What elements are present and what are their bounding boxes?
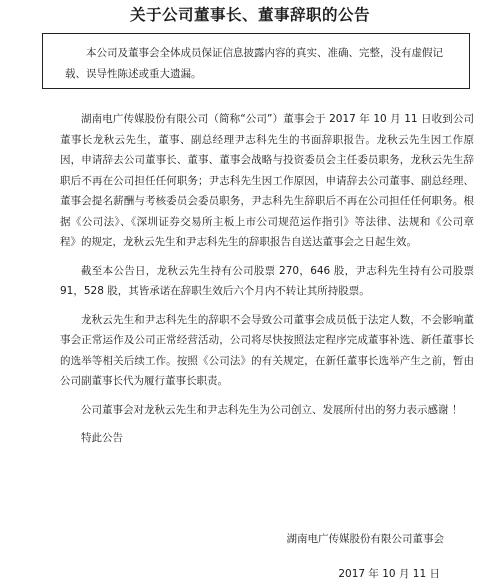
- signature-date: 2017 年 10 月 11 日: [338, 568, 440, 580]
- paragraph-thanks: 公司董事会对龙秋云先生和尹志科先生为公司创立、发展所付出的努力表示感谢 ！: [81, 403, 463, 416]
- signature-organization: 湖南电广传媒股份有限公司董事会: [286, 533, 444, 545]
- paragraph-impact: 龙秋云先生和尹志科先生的辞职不会导致公司董事会成员低于法定人数，不会影响董事会正常运作及公司正常经营活动，公司将尽快按照法定程序完成董事补选、新任董事长的选举等相关后续工作。按照《公司法》的有关规定，在新任董事长选举产生之前，暂由公司副董事长代为履行董事长职责。: [60, 313, 474, 387]
- disclaimer-box: [42, 33, 470, 89]
- announcement-body: [60, 109, 474, 461]
- paragraph-resignation: 湖南电广传媒股份有限公司（简称“公司”）董事会于 2017 年 10 月 11 日收到公司董事长龙秋云先生，董事、副总经理尹志科先生的书面辞职报告。龙秋云先生因工作原因，申请辞去公司董事长、董事、董事会战略与投资委员会主任委员职务，龙秋云先生辞职后不再在公司担任任何职务；尹志科先生因工作原因，申请辞去公司董事、副总经理、董事会提名薪酬与考核委员会委员职务，尹志科先生辞职后不再在公司担任任何职务。根据《公司法》、《深圳证券交易所主板上市公司规范运作指引》等法律、法规和《公司章程》的规定，龙秋云先生和尹志科先生的辞职报告自送达董事会之日起生效。: [60, 113, 474, 248]
- disclaimer-text: 本公司及董事会全体成员保证信息披露内容的真实、准确、完整，没有虚假记载、误导性陈述或重大遗漏。: [65, 47, 443, 80]
- paragraph-shareholding: 截至本公告日，龙秋云先生持有公司股票 270，646 股，尹志科先生持有公司股票 91，528 股，其皆承诺在辞职生效后六个月内不转让其所持股票。: [60, 264, 474, 297]
- document-title: 关于公司董事长、董事辞职的公告: [129, 6, 370, 24]
- paragraph-closing: 特此公告: [81, 432, 123, 444]
